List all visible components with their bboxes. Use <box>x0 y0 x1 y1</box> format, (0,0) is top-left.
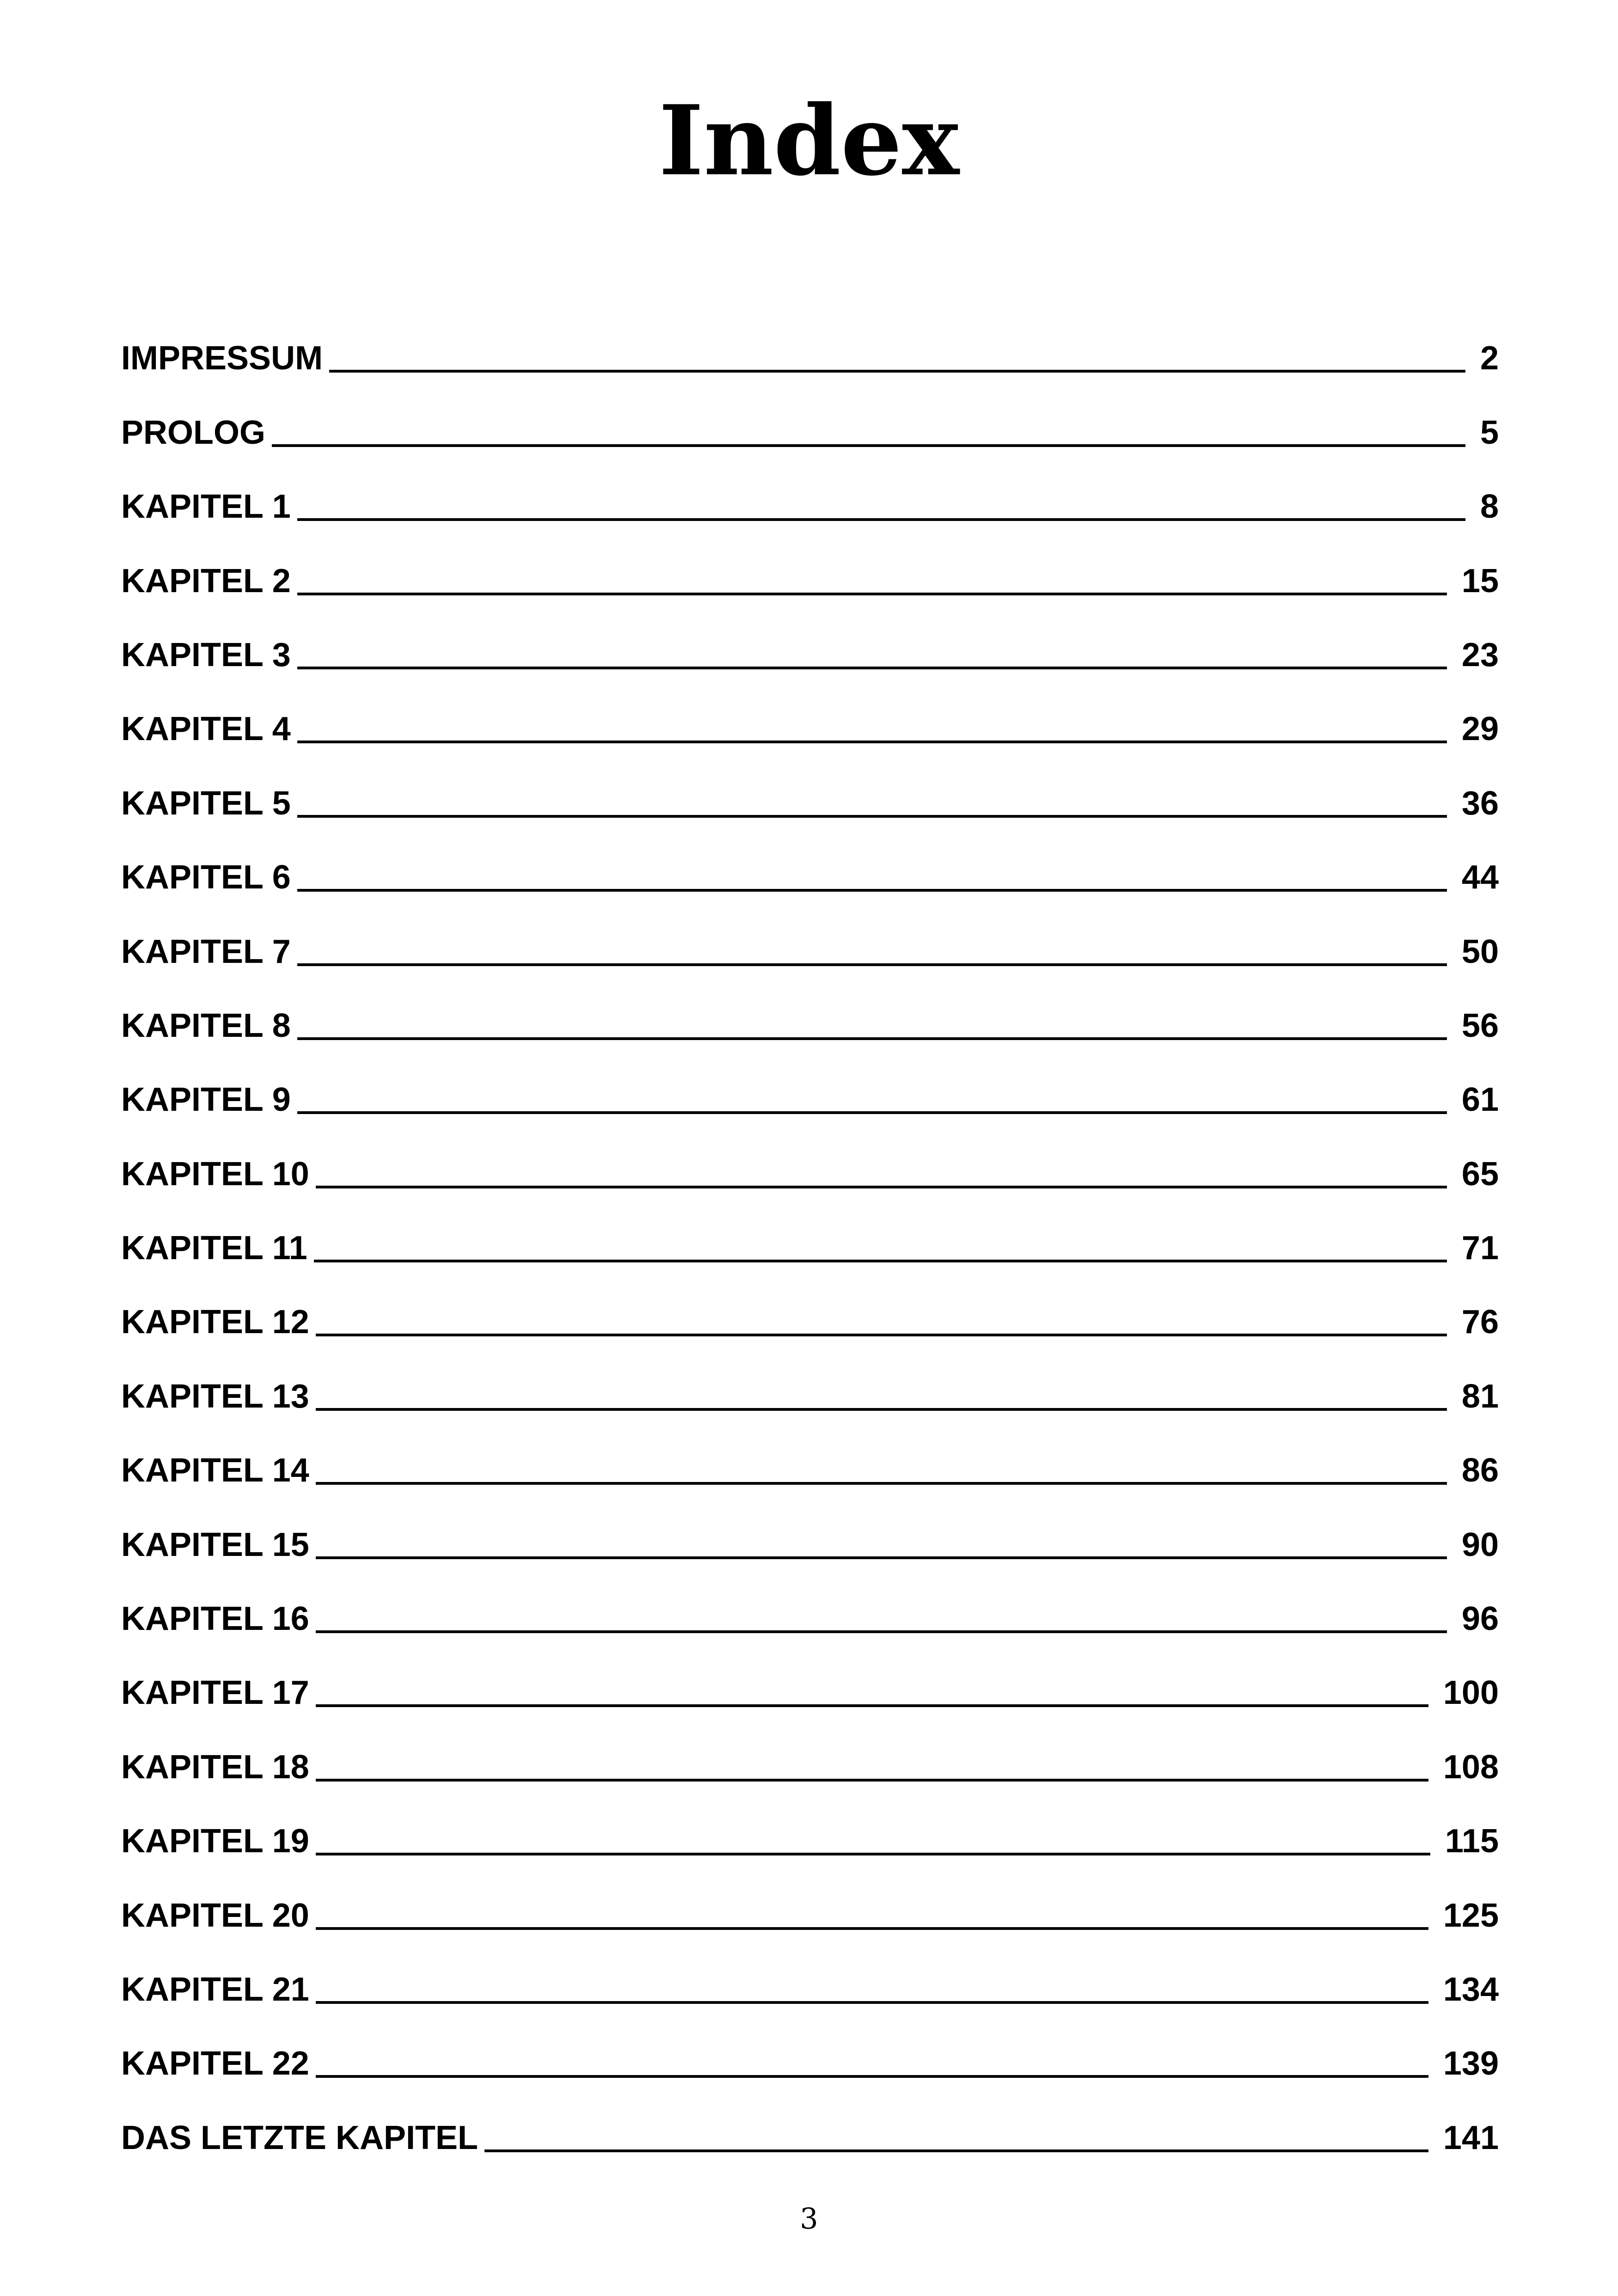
toc-entry-page: 81 <box>1461 1378 1499 1415</box>
toc-leader-line <box>314 1260 1447 1262</box>
toc-entry-label: KAPITEL 6 <box>121 859 291 896</box>
toc-entry[interactable] <box>121 676 1499 750</box>
toc-entry[interactable] <box>121 1862 1499 1936</box>
toc-entry-label: KAPITEL 2 <box>121 562 291 600</box>
toc-leader-line <box>316 2075 1428 2078</box>
toc-entry[interactable] <box>121 1566 1499 1640</box>
toc-entry-label: KAPITEL 7 <box>121 933 291 970</box>
toc-leader-line <box>316 1408 1447 1411</box>
toc-entry-page: 86 <box>1461 1452 1499 1489</box>
toc-entry[interactable] <box>121 453 1499 527</box>
toc-entry[interactable] <box>121 305 1499 379</box>
toc-leader-line <box>297 889 1447 892</box>
toc-entry[interactable] <box>121 898 1499 972</box>
toc-leader-line <box>297 815 1447 818</box>
toc-entry-page: 141 <box>1443 2119 1499 2156</box>
toc-entry-label: KAPITEL 9 <box>121 1081 291 1119</box>
toc-entry-label: PROLOG <box>121 414 266 451</box>
toc-entry-label: KAPITEL 3 <box>121 636 291 673</box>
toc-leader-line <box>484 2149 1428 2152</box>
toc-entry-page: 90 <box>1461 1526 1499 1563</box>
toc-entry-page: 115 <box>1445 1823 1499 1860</box>
toc-entry-label: KAPITEL 17 <box>121 1674 309 1712</box>
toc-leader-line <box>316 1630 1447 1633</box>
toc-entry-label: KAPITEL 5 <box>121 784 291 822</box>
toc-entry[interactable] <box>121 1047 1499 1120</box>
toc-entry[interactable] <box>121 1195 1499 1269</box>
toc-entry-page: 50 <box>1461 933 1499 970</box>
toc-entry-label: KAPITEL 12 <box>121 1304 309 1341</box>
toc-entry-page: 29 <box>1461 710 1499 748</box>
toc-entry-label: KAPITEL 13 <box>121 1378 309 1415</box>
toc-leader-line <box>272 444 1465 447</box>
toc-entry[interactable] <box>121 1640 1499 1714</box>
toc-leader-line <box>329 370 1465 373</box>
table-of-contents <box>121 305 1499 2159</box>
toc-entry[interactable] <box>121 1491 1499 1565</box>
toc-entry-page: 8 <box>1480 488 1499 526</box>
toc-leader-line <box>297 593 1447 595</box>
toc-leader-line <box>316 1853 1430 1855</box>
toc-entry-page: 139 <box>1443 2045 1499 2082</box>
toc-entry[interactable] <box>121 1269 1499 1343</box>
toc-entry[interactable] <box>121 379 1499 453</box>
toc-leader-line <box>316 1556 1447 1559</box>
toc-entry-label: DAS LETZTE KAPITEL <box>121 2119 478 2156</box>
toc-entry-page: 36 <box>1461 784 1499 822</box>
toc-entry-label: KAPITEL 19 <box>121 1823 309 1860</box>
toc-entry-page: 5 <box>1480 414 1499 451</box>
toc-entry-label: KAPITEL 15 <box>121 1526 309 1563</box>
toc-entry[interactable] <box>121 1417 1499 1491</box>
toc-leader-line <box>297 667 1447 669</box>
toc-entry-label: KAPITEL 8 <box>121 1007 291 1044</box>
toc-entry-page: 2 <box>1480 340 1499 377</box>
toc-leader-line <box>316 1186 1447 1188</box>
toc-leader-line <box>297 518 1465 521</box>
toc-entry-page: 76 <box>1461 1304 1499 1341</box>
toc-entry-page: 23 <box>1461 636 1499 673</box>
toc-leader-line <box>297 1111 1447 1114</box>
toc-entry[interactable] <box>121 1714 1499 1788</box>
toc-entry[interactable] <box>121 1120 1499 1194</box>
toc-leader-line <box>297 1037 1447 1040</box>
toc-entry-page: 134 <box>1443 1971 1499 2008</box>
toc-leader-line <box>297 741 1447 743</box>
toc-entry[interactable] <box>121 2010 1499 2084</box>
toc-entry-label: KAPITEL 4 <box>121 710 291 748</box>
toc-entry-label: KAPITEL 16 <box>121 1600 309 1638</box>
toc-entry[interactable] <box>121 2084 1499 2158</box>
toc-entry-page: 108 <box>1443 1748 1499 1786</box>
toc-entry-label: KAPITEL 1 <box>121 488 291 526</box>
toc-entry-page: 125 <box>1443 1897 1499 1934</box>
toc-entry-page: 61 <box>1461 1081 1499 1119</box>
toc-entry-label: KAPITEL 10 <box>121 1155 309 1193</box>
toc-entry[interactable] <box>121 1788 1499 1862</box>
toc-leader-line <box>316 1704 1428 1707</box>
toc-entry-page: 44 <box>1461 859 1499 896</box>
toc-entry[interactable] <box>121 527 1499 601</box>
toc-entry-page: 15 <box>1461 562 1499 600</box>
toc-entry[interactable] <box>121 750 1499 824</box>
toc-entry-page: 96 <box>1461 1600 1499 1638</box>
toc-entry-label: KAPITEL 14 <box>121 1452 309 1489</box>
toc-entry[interactable] <box>121 602 1499 676</box>
toc-entry-page: 71 <box>1461 1230 1499 1267</box>
toc-entry-label: KAPITEL 20 <box>121 1897 309 1934</box>
toc-entry-label: KAPITEL 22 <box>121 2045 309 2082</box>
toc-leader-line <box>316 1779 1428 1782</box>
toc-entry[interactable] <box>121 1936 1499 2010</box>
toc-entry[interactable] <box>121 824 1499 898</box>
toc-leader-line <box>316 2001 1428 2004</box>
toc-entry-label: KAPITEL 18 <box>121 1748 309 1786</box>
toc-entry-page: 100 <box>1443 1674 1499 1712</box>
toc-leader-line <box>297 963 1447 966</box>
toc-leader-line <box>316 1927 1428 1930</box>
page-number: 3 <box>800 2202 818 2235</box>
page-title: Index <box>658 85 960 197</box>
toc-entry-label: IMPRESSUM <box>121 340 323 377</box>
toc-entry[interactable] <box>121 973 1499 1047</box>
toc-entry-label: KAPITEL 11 <box>121 1230 307 1267</box>
toc-entry[interactable] <box>121 1343 1499 1417</box>
toc-entry-page: 65 <box>1461 1155 1499 1193</box>
toc-entry-label: KAPITEL 21 <box>121 1971 309 2008</box>
toc-leader-line <box>316 1334 1447 1336</box>
toc-leader-line <box>316 1482 1447 1485</box>
toc-entry-page: 56 <box>1461 1007 1499 1044</box>
